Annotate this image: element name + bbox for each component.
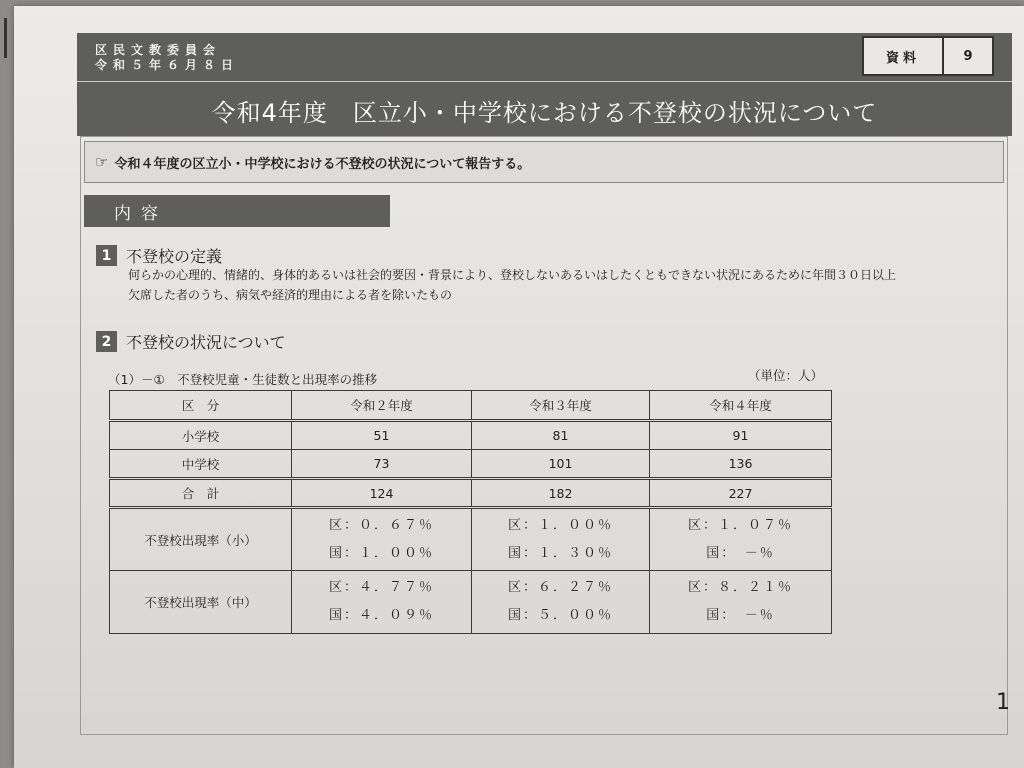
ward-rate: 区：８．２１％ <box>687 580 793 595</box>
summary-box <box>84 141 1004 183</box>
row-label: 小学校 <box>110 421 292 450</box>
absence-table <box>109 390 832 634</box>
national-rate: 国：４．０９％ <box>328 608 434 623</box>
national-rate: 国： －％ <box>706 545 775 561</box>
table-cell: 73 <box>292 450 472 479</box>
column-header: 令和２年度 <box>292 391 472 421</box>
row-label: 合 計 <box>110 479 292 508</box>
document-header <box>77 33 1012 136</box>
rate-cell <box>292 571 472 634</box>
table-cell: 51 <box>292 421 472 450</box>
committee-info <box>95 43 239 73</box>
heading-number-badge: 2 <box>96 331 117 352</box>
committee-name: 区民文教委員会 <box>95 43 222 57</box>
section-label: 内容 <box>114 203 168 224</box>
column-header: 令和３年度 <box>472 391 650 421</box>
row-label: 不登校出現率（小） <box>110 508 292 571</box>
row-label: 不登校出現率（中） <box>110 571 292 634</box>
header-divider <box>77 81 1012 82</box>
document-title: 令和4年度 区立小・中学校における不登校の状況について <box>211 99 878 127</box>
table-cell: 227 <box>650 479 832 508</box>
table-row-rate <box>110 571 832 634</box>
definition-line: 何らかの心理的、情緒的、身体的あるいは社会的要因・背景により、登校しないあるいはしたくともできない状況にあるために年間３０日以上 <box>128 268 897 282</box>
national-rate: 国：１．００％ <box>328 545 434 561</box>
heading-status <box>96 330 286 353</box>
heading-text: 不登校の定義 <box>126 247 223 266</box>
table-cell: 124 <box>292 479 472 508</box>
meeting-date: 令和５年６月８日 <box>95 58 240 72</box>
rate-cell <box>472 508 650 571</box>
document-label: 資料 <box>864 38 944 74</box>
rate-cell <box>650 571 832 634</box>
unit-label: （単位：人） <box>748 368 824 383</box>
heading-definition <box>96 244 222 267</box>
page-number: 1 <box>996 690 1010 715</box>
table-caption: （1）－① 不登校児童・生徒数と出現率の推移 <box>108 372 378 387</box>
ward-rate: 区：１．００％ <box>507 517 613 533</box>
rate-cell <box>650 508 832 571</box>
table-cell: 101 <box>472 450 650 479</box>
table-row-total <box>110 479 832 508</box>
table-cell: 182 <box>472 479 650 508</box>
table-row-rate <box>110 508 832 571</box>
rate-cell <box>472 571 650 634</box>
summary-text: 令和４年度の区立小・中学校における不登校の状況について報告する。 <box>114 156 531 172</box>
definition-line: 欠席した者のうち、病気や経済的理由による者を除いたもの <box>128 288 453 302</box>
column-header: 令和４年度 <box>650 391 832 421</box>
heading-text: 不登校の状況について <box>126 333 286 352</box>
ward-rate: 区：４．７７％ <box>328 580 434 595</box>
national-rate: 国：５．００％ <box>507 608 613 623</box>
table-row <box>110 421 832 450</box>
pointing-hand-icon: ☞ <box>95 153 109 171</box>
column-header: 区 分 <box>110 391 292 421</box>
ward-rate: 区：０．６７％ <box>328 517 434 533</box>
table-cell: 81 <box>472 421 650 450</box>
heading-number-badge: 1 <box>96 245 117 266</box>
rate-cell <box>292 508 472 571</box>
ward-rate: 区：６．２７％ <box>507 580 613 595</box>
table-header-row <box>110 391 832 421</box>
table-row <box>110 450 832 479</box>
national-rate: 国：１．３０％ <box>507 545 613 561</box>
row-label: 中学校 <box>110 450 292 479</box>
definition-text <box>128 265 998 305</box>
section-bar <box>84 195 390 227</box>
ward-rate: 区：１．０７％ <box>687 517 793 533</box>
document-number-box <box>862 36 994 76</box>
national-rate: 国： －％ <box>706 608 775 623</box>
margin-mark <box>4 18 7 58</box>
document-number: 9 <box>963 48 973 64</box>
table-cell: 136 <box>650 450 832 479</box>
table-cell: 91 <box>650 421 832 450</box>
